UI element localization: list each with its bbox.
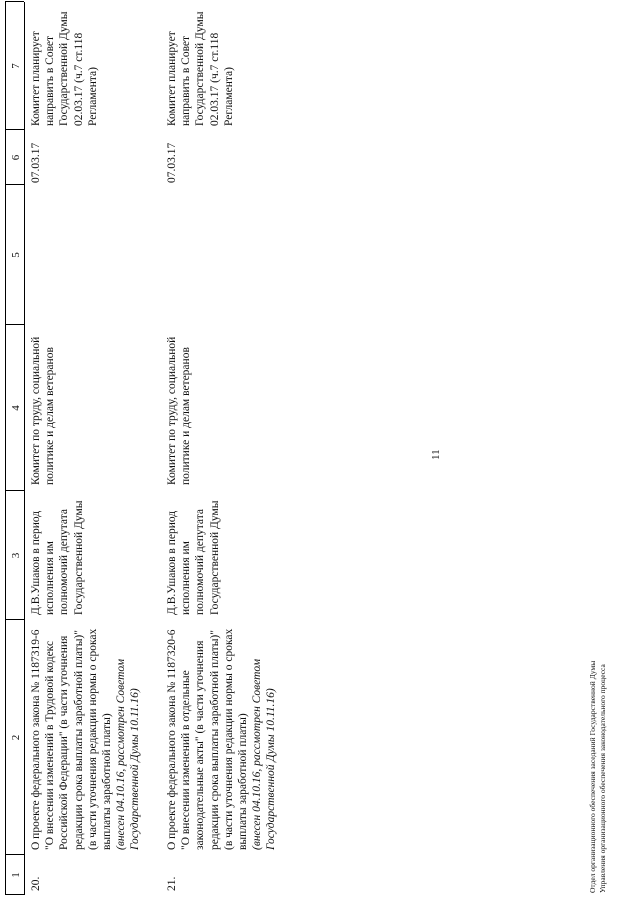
row-21-decision: Комитет планирует направить в Совет Государственной Думы 02.03.17 (ч.7 ст.118 Регламента)	[166, 11, 235, 126]
row-21-title	[165, 628, 279, 850]
table-top-border	[5, 2, 6, 895]
row-21-committee: Комитет по труду, социальной политике и делам ветеранов	[166, 336, 193, 485]
column-header-1: 1	[10, 872, 22, 878]
row-21-title-text: О проекте федерального закона № 1187320-6 "О внесении изменений в отдельные законодательные акты" (в части уточнения редакции срока выплаты заработной платы)" (в части уточнения редакции нормы о сроках выплаты заработной платы)	[166, 628, 250, 850]
page-number: 11	[430, 449, 442, 460]
row-20-note: (внесен 04.10.16, рассмотрен Советом Государственной Думы 10.11.16)	[115, 658, 142, 850]
row-21-date: 07.03.17	[166, 142, 178, 183]
footer-line-1: Отдел организационного обеспечения заседаний Государственной Думы	[588, 660, 597, 893]
footer-line-2: Управления организационного обеспечения законодательного процесса	[598, 664, 607, 893]
row-20-number: 20.	[30, 876, 42, 891]
row-20-decision: Комитет планирует направить в Совет Государственной Думы 02.03.17 (ч.7 ст.118 Регламента)	[30, 11, 99, 126]
row-21-note: (внесен 04.10.16, рассмотрен Советом Государственной Думы 10.11.16)	[251, 658, 278, 850]
column-header-3: 3	[10, 552, 22, 559]
column-header-6: 6	[10, 154, 22, 161]
column-header-4: 4	[10, 405, 22, 411]
row-21-number: 21.	[166, 876, 178, 891]
column-header-5: 5	[10, 252, 22, 258]
column-header-2: 2	[10, 734, 22, 741]
row-20-title-text: О проекте федерального закона № 1187319-6 "О внесении изменений в Трудовой кодекс Российской Федерации" (в части уточнения редакции срока выплаты заработной платы)" (в части уточнения редакции нормы о сроках выплаты заработной платы)	[30, 628, 114, 850]
row-20-author: Д.В.Ушаков в период исполнения им полномочий депутата Государственной Думы	[30, 500, 85, 615]
row-20-date: 07.03.17	[30, 142, 42, 183]
row-20-title	[29, 628, 143, 850]
header-bottom-border	[24, 2, 25, 895]
row-21-author: Д.В.Ушаков в период исполнения им полномочий депутата Государственной Думы	[166, 500, 221, 615]
footer	[588, 661, 608, 893]
column-header-7: 7	[10, 63, 22, 69]
row-20-committee: Комитет по труду, социальной политике и делам ветеранов	[30, 336, 57, 485]
